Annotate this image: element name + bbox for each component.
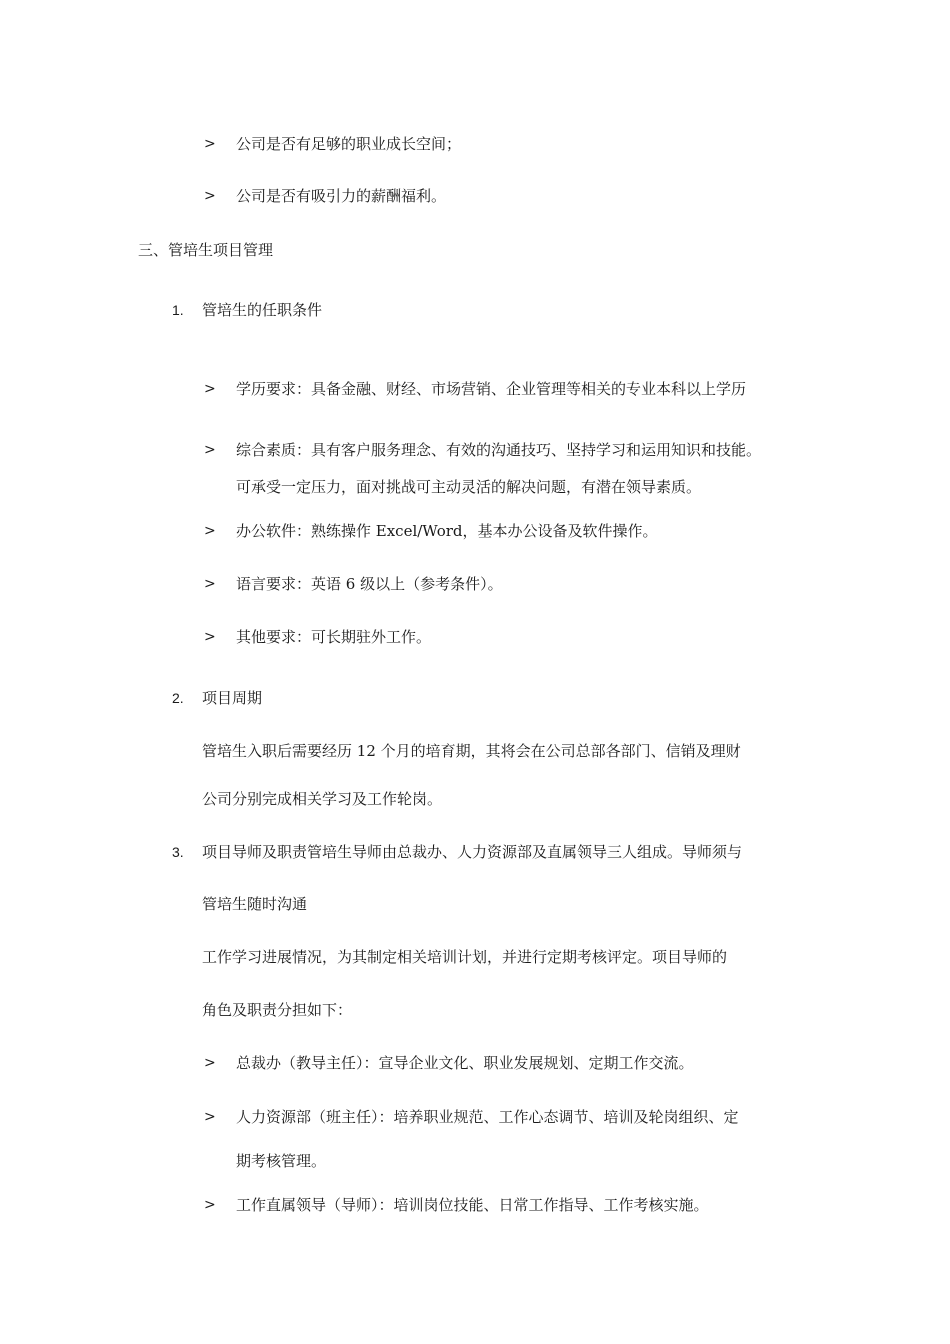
paragraph-line: 公司分别完成相关学习及工作轮岗。 [202,790,443,808]
list-item: 公司是否有足够的职业成长空间； [236,135,462,153]
list-item: 人力资源部（班主任）：培养职业规范、工作心态调节、培训及轮岗组织、定 [236,1108,739,1126]
item-title: 管培生的任职条件 [202,301,323,319]
section-heading: 三、管培生项目管理 [138,241,274,259]
paragraph-line: 角色及职责分担如下： [202,1001,353,1019]
paragraph-line: 管培生入职后需要经历 12 个月的培育期，其将会在公司总部各部门、信销及理财 [202,742,741,760]
list-item: 综合素质：具有客户服务理念、有效的沟通技巧、坚持学习和运用知识和技能。 [236,441,762,459]
bullet-marker: > [204,576,216,592]
bullet-marker: > [204,381,216,397]
list-item: 学历要求：具备金融、财经、市场营销、企业管理等相关的专业本科以上学历 [236,380,747,398]
item-number: 2. [172,690,184,706]
paragraph-line: 管培生随时沟通 [202,895,308,913]
item-title: 项目导师及职责管培生导师由总裁办、人力资源部及直属领导三人组成。导师须与 [202,843,743,861]
bullet-marker: > [204,1055,216,1071]
list-item: 总裁办（教导主任）：宣导企业文化、职业发展规划、定期工作交流。 [236,1054,694,1072]
item-number: 1. [172,302,184,318]
bullet-marker: > [204,1197,216,1213]
item-title: 项目周期 [202,689,263,707]
list-item: 办公软件：熟练操作 Excel/Word，基本办公设备及软件操作。 [236,522,658,540]
item-number: 3. [172,844,184,860]
bullet-marker: > [204,188,216,204]
list-item: 公司是否有吸引力的薪酬福利。 [236,187,447,205]
list-item-continuation: 期考核管理。 [236,1152,327,1170]
bullet-marker: > [204,442,216,458]
list-item: 其他要求：可长期驻外工作。 [236,628,432,646]
bullet-marker: > [204,629,216,645]
bullet-marker: > [204,523,216,539]
list-item: 语言要求：英语 6 级以上（参考条件）。 [236,575,503,593]
list-item: 工作直属领导（导师）：培训岗位技能、日常工作指导、工作考核实施。 [236,1196,709,1214]
list-item-continuation: 可承受一定压力，面对挑战可主动灵活的解决问题，有潜在领导素质。 [236,478,702,496]
bullet-marker: > [204,1109,216,1125]
paragraph-line: 工作学习进展情况，为其制定相关培训计划，并进行定期考核评定。项目导师的 [202,948,728,966]
bullet-marker: > [204,136,216,152]
